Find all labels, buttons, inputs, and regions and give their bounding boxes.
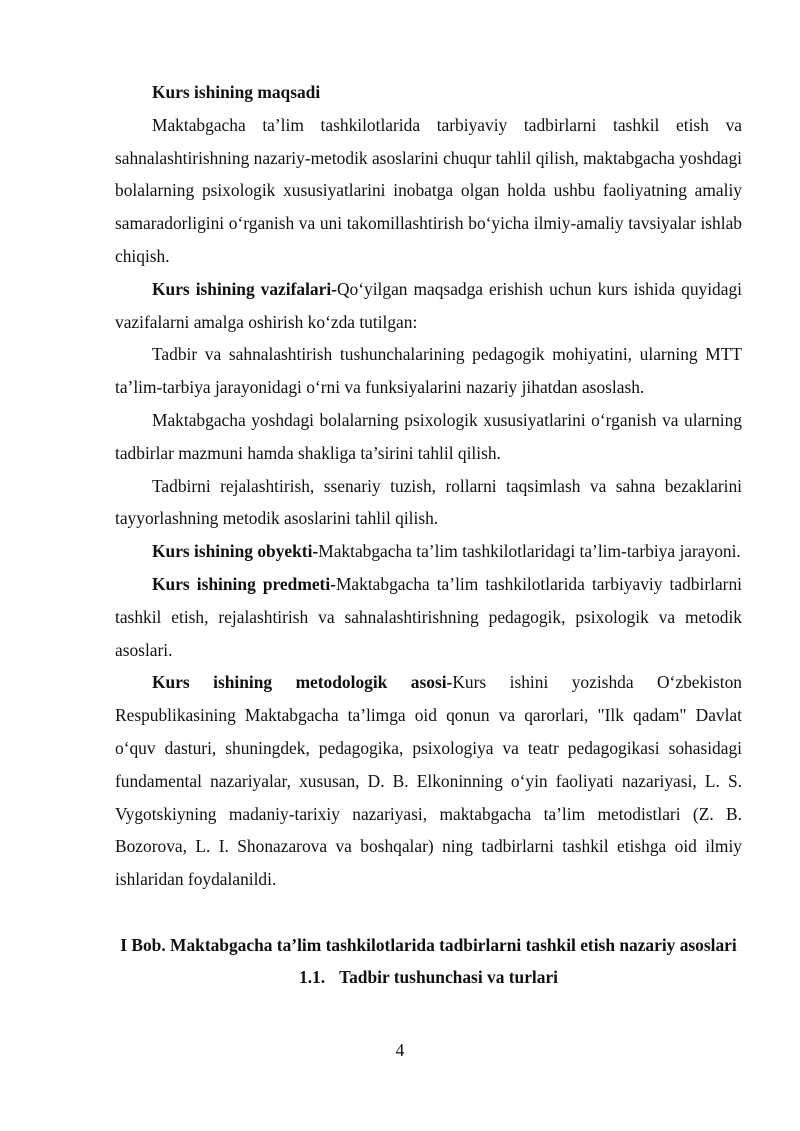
task-item: Tadbirni rejalashtirish, ssenariy tuzish, rollarni taqsimlash va sahna bezaklarini tayyorlashning metodik asoslarini tahlil qilish. (115, 475, 742, 529)
section-heading (115, 961, 742, 993)
text-course-tasks: Qo‘yilgan maqsadga erishish uchun kurs ishida quyidagi vazifalarni amalga oshirish ko‘zda tutilgan: (115, 278, 742, 332)
paragraph-course-tasks (115, 273, 742, 339)
text-methodological-basis: Kurs ishini yozishda O‘zbekiston Respublikasining Maktabgacha ta’limga oid qonun va qarorlari, "Ilk qadam" Davlat o‘quv dasturi, shuningdek, pedagogika, psixologiya va teatr pedagogikasi sohasidagi fundamental nazariyalar, xususan, D. B. Elkoninning o‘yin faoliyati nazariyasi, L. S. Vygotskiyning madaniy-tarixiy nazariyasi, maktabgacha ta’lim metodistlari (Z. B. Bozorova, L. I. Shonazarova va boshqalar) ning tadbirlarni tashkil etishga oid ilmiy ishlaridan foydalanildi. (115, 672, 742, 890)
paragraph-course-subject (115, 568, 742, 666)
label-course-subject: Kurs ishining predmeti- (152, 573, 336, 594)
section-title: Tadbir tushunchasi va turlari (339, 966, 558, 987)
paragraph-course-goal: Maktabgacha ta’lim tashkilotlarida tarbiyaviy tadbirlarni tashkil etish va sahnalashtirishning nazariy-metodik asoslarini chuqur tahlil qilish, maktabgacha yoshdagi bolalarning psixologik xususiyatlarini inobatga olgan holda ushbu faoliyatning amaliy samaradorligini o‘rganish va uni takomillashtirish bo‘yicha ilmiy-amaliy tavsiyalar ishlab chiqish. (115, 114, 742, 266)
document-page (115, 76, 742, 993)
page-number: 4 (395, 1040, 405, 1060)
label-course-object: Kurs ishining obyekti- (152, 541, 319, 562)
task-item: Tadbir va sahnalashtirish tushunchalarining pedagogik mohiyatini, ularning MTT ta’lim-tarbiya jarayonidagi o‘rni va funksiyalarini nazariy jihatdan asoslash. (115, 344, 742, 398)
chapter-title: I Bob. Maktabgacha ta’lim tashkilotlarida tadbirlarni tashkil etish nazariy asoslari (120, 934, 737, 955)
paragraph-methodological-basis (115, 666, 742, 896)
paragraph-course-object (115, 535, 742, 568)
text-course-subject: Maktabgacha ta’lim tashkilotlarida tarbiyaviy tadbirlarni tashkil etish, rejalashtirish va sahnalashtirishning pedagogik, psixologik va metodik asoslari. (115, 573, 742, 660)
label-course-tasks: Kurs ishining vazifalari- (152, 278, 337, 299)
text-course-object: Maktabgacha ta’lim tashkilotlaridagi ta’lim-tarbiya jarayoni. (318, 541, 741, 562)
label-methodological-basis: Kurs ishining metodologik asosi- (152, 672, 453, 693)
blank-line (115, 896, 742, 929)
heading-course-goal: Kurs ishining maqsadi (152, 82, 321, 102)
task-item: Maktabgacha yoshdagi bolalarning psixologik xususiyatlarini o‘rganish va ularning tadbirlar mazmuni hamda shakliga ta’sirini tahlil qilish. (115, 409, 742, 463)
section-number: 1.1. (299, 966, 326, 987)
